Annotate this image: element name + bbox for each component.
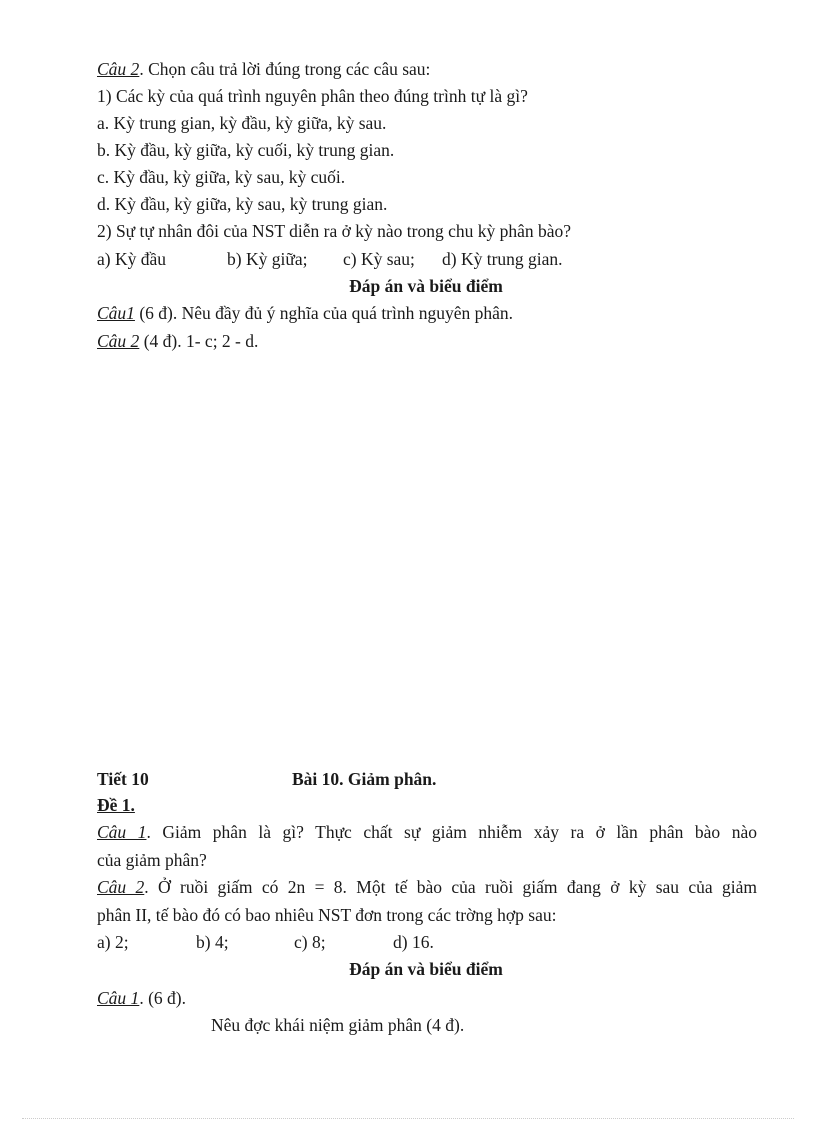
answer-1-label-b: Câu 1 — [97, 988, 140, 1008]
option-d: d. Kỳ đầu, kỳ giữa, kỳ sau, kỳ trung gian. — [97, 194, 388, 214]
question-2-2: 2) Sự tự nhân đôi của NST diễn ra ở kỳ nào trong chu kỳ phân bào? — [97, 221, 572, 241]
question-2-continued: phân II, tế bào đó có bao nhiêu NST đơn trong các trờng hợp sau: — [97, 905, 557, 925]
answer-2 — [97, 329, 258, 353]
answer-heading-b: Đáp án và biểu điểm — [349, 959, 503, 979]
option-c-b: c) 8; — [294, 932, 326, 952]
question-2-text-b: . Ở ruồi giấm có 2n = 8. Một tế bào của ruồi giấm đang ở kỳ sau của giảm — [144, 877, 757, 897]
page-bottom-rule — [22, 1118, 794, 1119]
option-a-b: a) 2; — [97, 932, 129, 952]
option-d-b: d) 16. — [393, 932, 434, 952]
lesson-title: Bài 10. Giảm phân. — [292, 769, 437, 789]
question-2-label: Câu 2 — [97, 59, 140, 79]
option-2-c: c) Kỳ sau; — [343, 249, 415, 269]
answer-heading: Đáp án và biểu điểm — [349, 276, 503, 296]
question-1-continued: của giảm phân? — [97, 850, 207, 870]
option-b-b: b) 4; — [196, 932, 229, 952]
option-2-d: d) Kỳ trung gian. — [442, 249, 563, 269]
answer-2-label: Câu 2 — [97, 331, 140, 351]
answer-1-text: (6 đ). Nêu đầy đủ ý nghĩa của quá trình nguyên phân. — [134, 303, 514, 323]
option-b: b. Kỳ đầu, kỳ giữa, kỳ cuối, kỳ trung gian. — [97, 140, 395, 160]
answer-1-label: Câu1 — [97, 303, 135, 323]
option-2-b: b) Kỳ giữa; — [227, 249, 308, 269]
option-c: c. Kỳ đầu, kỳ giữa, kỳ sau, kỳ cuối. — [97, 167, 346, 187]
answer-1-b — [97, 986, 186, 1010]
question-2-1: 1) Các kỳ của quá trình nguyên phân theo đúng trình tự là gì? — [97, 86, 528, 106]
lesson-number: Tiết 10 — [97, 769, 149, 789]
question-1 — [97, 819, 757, 846]
answer-1 — [97, 301, 513, 325]
question-2 — [97, 874, 757, 901]
question-2-heading — [97, 57, 430, 81]
answer-2-text: (4 đ). 1- c; 2 - d. — [139, 331, 259, 351]
question-1-label: Câu 1 — [97, 822, 147, 842]
answer-1-detail: Nêu đợc khái niệm giảm phân (4 đ). — [211, 1015, 465, 1035]
answer-1-text-b: . (6 đ). — [139, 988, 186, 1008]
question-2-label-b: Câu 2 — [97, 877, 145, 897]
question-1-text: . Giảm phân là gì? Thực chất sự giảm nhiễm xảy ra ở lần phân bào nào — [146, 822, 757, 842]
option-2-a: a) Kỳ đầu — [97, 249, 167, 269]
question-2-text: . Chọn câu trả lời đúng trong các câu sau: — [139, 59, 431, 79]
option-a: a. Kỳ trung gian, kỳ đầu, kỳ giữa, kỳ sau. — [97, 113, 387, 133]
test-label: Đề 1. — [97, 795, 135, 815]
